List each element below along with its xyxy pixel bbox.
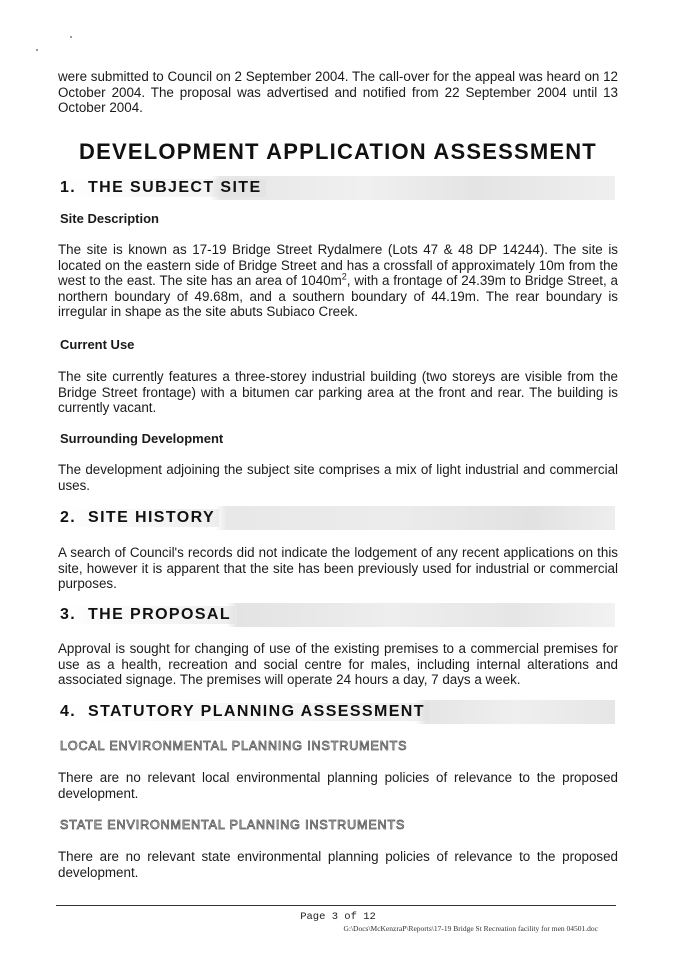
current-use-heading: Current Use [60, 337, 135, 352]
section-heading-proposal [60, 603, 615, 627]
footer-file-path: G:\Docs\McKenzraP\Reports\17-19 Bridge St Recreation facility for men 04501.doc [343, 924, 598, 933]
section-title: THE SUBJECT SITE [88, 179, 262, 196]
surrounding-development-heading: Surrounding Development [60, 431, 224, 446]
section-number: 3. [60, 606, 77, 623]
section-number: 1. [60, 179, 77, 196]
site-description-text-start: The site is known as 17-19 Bridge Street Rydalmere (Lots 47 & 48 DP 14244). The site is located on the eastern side of Bridge Street and has a crossfall of approximately 10m from the west to the east. The site has an area of 1040m [58, 242, 618, 288]
area-superscript: 2 [341, 271, 347, 282]
section-title: SITE HISTORY [88, 509, 216, 526]
intro-paragraph: were submitted to Council on 2 September 2004. The call-over for the appeal was heard on 12 October 2004. The proposal was advertised and notified from 22 September 2004 until 13 October 2004. [58, 69, 618, 115]
site-description-text-end: , with a frontage of 24.39m to Bridge Street, a northern boundary of 49.68m, and a southern boundary of 44.19m. The rear boundary is irregular in shape as the site abuts Subiaco Creek. [58, 273, 619, 319]
section-number: 4. [60, 703, 77, 720]
main-title: DEVELOPMENT APPLICATION ASSESSMENT [79, 139, 597, 164]
surrounding-development-text: The development adjoining the subject site comprises a mix of light industrial and commercial uses. [58, 462, 618, 493]
scan-speck [36, 49, 38, 51]
local-instruments-text: There are no relevant local environmental planning policies of relevance to the proposed development. [58, 770, 618, 801]
site-description-text [58, 242, 618, 320]
proposal-text: Approval is sought for changing of use of the existing premises to a commercial premises for use as a health, recreation and social centre for males, including internal alterations and associated signage. The premises will operate 24 hours a day, 7 days a week. [58, 641, 618, 687]
scan-speck [70, 36, 72, 38]
state-instruments-heading: STATE ENVIRONMENTAL PLANNING INSTRUMENTS [60, 818, 406, 832]
local-instruments-heading: LOCAL ENVIRONMENTAL PLANNING INSTRUMENTS [60, 739, 408, 753]
section-title: STATUTORY PLANNING ASSESSMENT [88, 703, 425, 720]
current-use-text: The site currently features a three-storey industrial building (two storeys are visible from the Bridge Street frontage) with a bitumen car parking area at the front and rear. The building is currently vacant. [58, 369, 618, 415]
footer-rule [56, 905, 616, 906]
section-number: 2. [60, 509, 77, 526]
section-title: THE PROPOSAL [88, 606, 232, 623]
section-heading-subject-site [60, 176, 615, 200]
site-history-text: A search of Council's records did not indicate the lodgement of any recent applications on this site, however it is apparent that the site has been previously used for industrial or commercial purposes. [58, 545, 618, 591]
page-number: Page 3 of 12 [300, 911, 376, 923]
section-heading-site-history [60, 506, 615, 530]
section-heading-statutory-planning [60, 700, 615, 724]
site-description-heading: Site Description [60, 211, 159, 226]
state-instruments-text: There are no relevant state environmental planning policies of relevance to the proposed development. [58, 849, 618, 880]
